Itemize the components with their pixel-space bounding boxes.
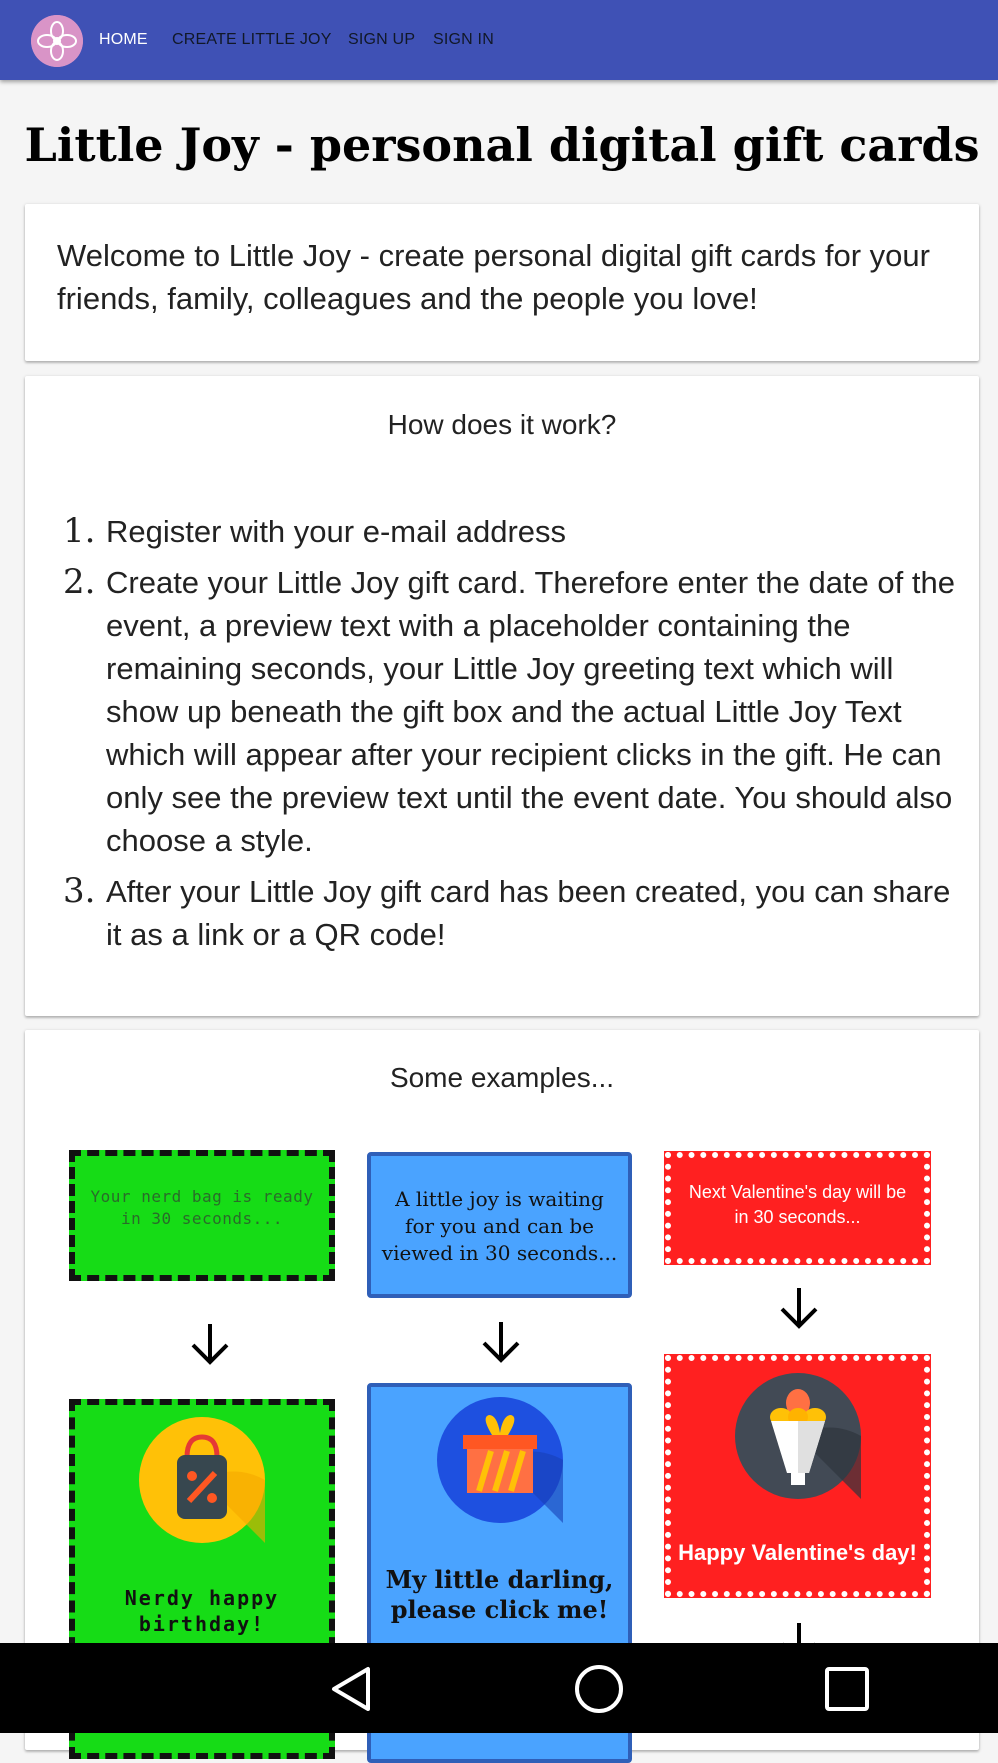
top-app-bar: [0, 0, 998, 80]
step-item: [63, 510, 963, 553]
page-title: Little Joy - personal digital gift cards: [24, 118, 980, 172]
step-text: Register with your e-mail address: [106, 514, 567, 549]
step-item: [63, 870, 963, 956]
steps-list: [63, 510, 963, 964]
nav-home-link[interactable]: HOME: [99, 31, 148, 48]
step-text: After your Little Joy gift card has been created, you can share it as a link or a QR code!: [106, 874, 951, 952]
blue-preview-text: A little joy is waiting for you and can be viewed in 30 seconds...: [381, 1187, 618, 1265]
home-circle-icon: [569, 1663, 629, 1715]
recents-button[interactable]: [817, 1663, 877, 1715]
step-number: 1.: [63, 511, 96, 551]
nerd-preview-text: Your nerd bag is ready in 30 seconds...: [90, 1187, 314, 1228]
valentine-preview-text: Next Valentine's day will be in 30 seconds...: [688, 1182, 907, 1227]
blue-example-preview[interactable]: [367, 1152, 632, 1298]
nerd-greeting-text: Nerdy happy birthday!: [124, 1586, 280, 1636]
examples-card: [25, 1030, 979, 1750]
examples-title: Some examples...: [389, 1062, 615, 1093]
blue-greeting-text: My little darling, please click me!: [385, 1565, 614, 1624]
back-triangle-icon: [324, 1663, 384, 1715]
step-text: Create your Little Joy gift card. Therefore enter the date of the event, a preview text with a placeholder containing the remaining seconds, your Little Joy greeting text which will show up beneath the gift box and the actual Little Joy Text which will appear after your recipient clicks in the gift. He can only see the preview text until the event date. You should also choose a style.: [106, 565, 955, 858]
nav-sign-up-link[interactable]: SIGN UP: [348, 31, 416, 48]
nav-create-little-joy-link[interactable]: CREATE LITTLE JOY: [172, 31, 332, 48]
valentine-greeting-text: Happy Valentine's day!: [678, 1540, 917, 1565]
system-navigation-bar: [0, 1643, 998, 1733]
valentine-example-gift[interactable]: [665, 1355, 930, 1597]
step-item: [63, 561, 963, 862]
arrow-down-icon: [189, 1322, 231, 1366]
home-button[interactable]: [569, 1663, 629, 1715]
step-number: 3.: [63, 871, 96, 911]
welcome-text: Welcome to Little Joy - create personal digital gift cards for your friends, family, colleagues and the people you love!: [57, 238, 930, 316]
recents-square-icon: [817, 1663, 877, 1715]
arrow-down-icon: [778, 1286, 820, 1330]
how-it-works-card: [25, 376, 979, 1016]
shopping-bag-icon: [139, 1417, 265, 1543]
nav-sign-in-link[interactable]: SIGN IN: [433, 31, 494, 48]
how-it-works-title: How does it work?: [387, 409, 617, 440]
little-joy-logo-icon[interactable]: [31, 15, 83, 67]
arrow-down-icon: [480, 1320, 522, 1364]
welcome-card: [25, 204, 979, 361]
back-button[interactable]: [324, 1663, 384, 1715]
step-number: 2.: [63, 562, 96, 602]
flower-bouquet-icon: [735, 1373, 861, 1499]
gift-box-icon: [437, 1397, 563, 1523]
valentine-example-preview[interactable]: [665, 1152, 930, 1264]
nerd-example-preview[interactable]: [69, 1150, 335, 1281]
